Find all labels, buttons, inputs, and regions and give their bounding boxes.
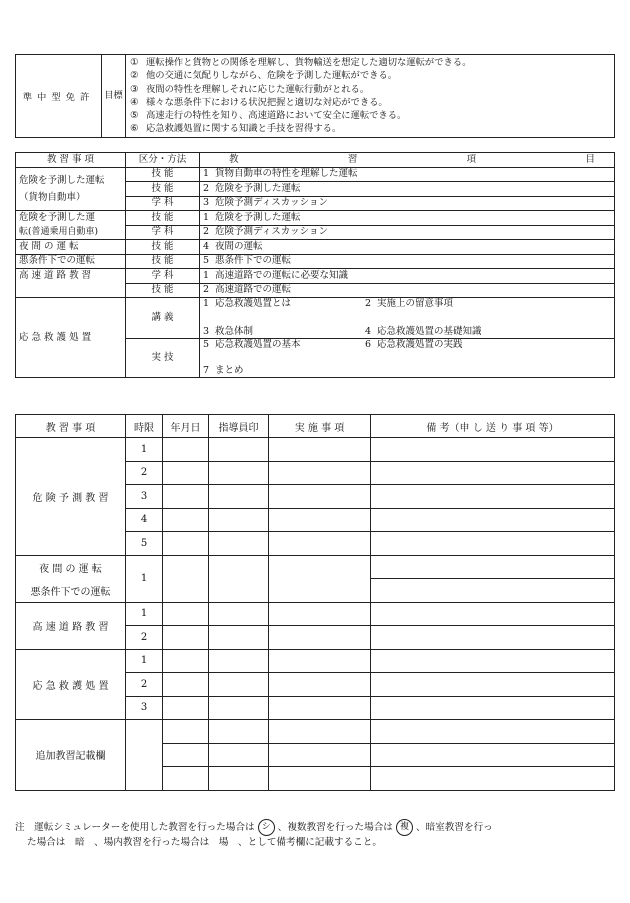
goal-item: ② 他の交通に気配りしながら、危険を予測した運転ができる。 [130,70,398,82]
goal-label: 目標 [102,55,126,138]
header-stamp: 指導員印 [209,415,269,438]
note-cell[interactable] [371,508,615,532]
header-done: 実 施 事 項 [269,415,371,438]
date-cell[interactable] [163,602,209,626]
goal-item: ⑥ 応急救護処置に関する知識と手技を習得する。 [130,123,342,135]
note-cell[interactable] [371,673,615,697]
method: 技 能 [126,283,200,298]
note-cell[interactable] [371,602,615,626]
record-table [15,414,615,791]
done-cell[interactable] [269,696,371,720]
done-cell[interactable] [269,485,371,509]
goal-item: ⑤ 高速走行の特性を知り、高速道路において安全に運転できる。 [130,110,407,122]
footnote [15,819,620,850]
date-cell[interactable] [163,673,209,697]
period-cell: 2 [126,673,163,697]
goals-table [15,54,615,138]
item-first-aid: 応 急 救 護 処 置 [16,298,126,378]
goal-item: ③ 夜間の特性を理解しそれに応じた運転行動がとれる。 [130,83,370,95]
date-cell[interactable] [163,696,209,720]
simulator-symbol: シ [258,819,275,836]
footnote-line-2: た場合は 暗 、場内教習を行った場合は 場 、として備考欄に記載すること。 [27,837,382,848]
method: 技 能 [126,254,200,269]
date-cell[interactable] [163,743,209,767]
stamp-cell[interactable] [209,532,269,556]
note-cell[interactable] [371,555,615,579]
stamp-cell[interactable] [209,720,269,744]
curriculum-table [15,152,615,378]
note-cell[interactable] [371,579,615,603]
done-cell[interactable] [269,555,371,602]
item-bad-conditions: 悪条件下での運転 [16,254,126,269]
stamp-cell[interactable] [209,626,269,650]
stamp-cell[interactable] [209,485,269,509]
stamp-cell[interactable] [209,602,269,626]
date-cell[interactable] [163,555,209,602]
item-night: 夜 間 の 運 転 [16,240,126,255]
multiple-symbol: 複 [396,819,413,836]
header-item: 教 習 事 項 [16,415,126,438]
content-item: 1 高速道路での運転に必要な知識 [200,269,615,284]
done-cell[interactable] [269,743,371,767]
content-item: 4 夜間の運転 [200,240,615,255]
header-item: 教 習 事 項 [16,153,126,168]
content-item: 5 悪条件下での運転 [200,254,615,269]
content-item: 3 危険予測ディスカッション [200,196,615,211]
note-cell[interactable] [371,626,615,650]
period-cell: 2 [126,626,163,650]
done-cell[interactable] [269,673,371,697]
item-risk-car-b: 転(普通乗用自動車) [16,225,126,240]
record-item-first-aid: 応 急 救 護 処 置 [16,649,126,720]
stamp-cell[interactable] [209,743,269,767]
done-cell[interactable] [269,602,371,626]
period-cell: 1 [126,602,163,626]
record-item-risk: 危 険 予 測 教 習 [16,438,126,556]
stamp-cell[interactable] [209,767,269,791]
stamp-cell[interactable] [209,555,269,602]
period-cell: 3 [126,485,163,509]
done-cell[interactable] [269,720,371,744]
goal-item: ① 運転操作と貨物との関係を理解し、貨物輸送を想定した適切な運転ができる。 [130,57,472,68]
date-cell[interactable] [163,720,209,744]
record-item-bad: 悪条件下での運転 [16,579,126,603]
method: 学 科 [126,225,200,240]
content-item: 3 救急体制 4 応急救護処置の基礎知識 [200,318,615,339]
content-item: 5 応急救護処置の基本 6 応急救護処置の実践 [200,339,615,359]
done-cell[interactable] [269,767,371,791]
method: 講 義 [126,298,200,339]
note-cell[interactable] [371,485,615,509]
done-cell[interactable] [269,532,371,556]
note-cell[interactable] [371,767,615,791]
note-cell[interactable] [371,438,615,462]
period-cell[interactable] [126,720,163,791]
item-highway: 高 速 道 路 教 習 [16,269,126,284]
content-item: 2 危険予測ディスカッション [200,225,615,240]
note-cell[interactable] [371,743,615,767]
method: 技 能 [126,167,200,182]
method: 学 科 [126,196,200,211]
date-cell[interactable] [163,626,209,650]
goal-list [126,55,615,138]
content-item: 7 まとめ [200,358,615,378]
content-item: 1 貨物自動車の特性を理解した運転 [200,167,615,182]
note-cell[interactable] [371,532,615,556]
stamp-cell[interactable] [209,438,269,462]
date-cell[interactable] [163,438,209,462]
note-cell[interactable] [371,461,615,485]
method: 実 技 [126,339,200,378]
date-cell[interactable] [163,508,209,532]
note-cell[interactable] [371,649,615,673]
done-cell[interactable] [269,649,371,673]
period-cell: 3 [126,696,163,720]
date-cell[interactable] [163,649,209,673]
method: 技 能 [126,240,200,255]
record-item-night: 夜 間 の 運 転 [16,555,126,579]
date-cell[interactable] [163,532,209,556]
done-cell[interactable] [269,438,371,462]
content-item: 2 高速道路での運転 [200,283,615,298]
content-item: 1 危険を予測した運転 [200,211,615,226]
item-risk-cargo: 危険を予測した運転（貨物自動車） [16,167,126,211]
header-content: 教 習 項 目 [200,153,615,168]
goal-item: ④ 様々な悪条件下における状況把握と適切な対応ができる。 [130,96,388,108]
done-cell[interactable] [269,626,371,650]
date-cell[interactable] [163,767,209,791]
item-risk-car-a: 危険を予測した運 [16,211,126,226]
license-type: 準中型免許 [16,55,102,138]
header-method: 区分・方法 [126,153,200,168]
content-item: 2 危険を予測した運転 [200,182,615,197]
period-cell: 5 [126,532,163,556]
method: 技 能 [126,182,200,197]
stamp-cell[interactable] [209,696,269,720]
record-item-highway: 高 速 道 路 教 習 [16,602,126,649]
period-cell: 4 [126,508,163,532]
header-period: 時限 [126,415,163,438]
method: 学 科 [126,269,200,284]
stamp-cell[interactable] [209,673,269,697]
content-item: 1 応急救護処置とは 2 実施上の留意事項 [200,298,615,319]
stamp-cell[interactable] [209,461,269,485]
footnote-line-1: 注 運転シミュレーターを使用した教習を行った場合は シ 、複数教習を行った場合は 複 、暗室教習を行っ [15,819,620,836]
item-highway-cont [16,283,126,298]
period-cell: 2 [126,461,163,485]
header-note: 備 考（申 し 送 り 事 項 等） [371,415,615,438]
note-cell[interactable] [371,720,615,744]
period-cell: 1 [126,555,163,602]
period-cell: 1 [126,649,163,673]
stamp-cell[interactable] [209,649,269,673]
period-cell: 1 [126,438,163,462]
date-cell[interactable] [163,485,209,509]
done-cell[interactable] [269,508,371,532]
done-cell[interactable] [269,461,371,485]
date-cell[interactable] [163,461,209,485]
record-item-extra: 追加教習記載欄 [16,720,126,791]
stamp-cell[interactable] [209,508,269,532]
header-date: 年月日 [163,415,209,438]
note-cell[interactable] [371,696,615,720]
method: 技 能 [126,211,200,226]
